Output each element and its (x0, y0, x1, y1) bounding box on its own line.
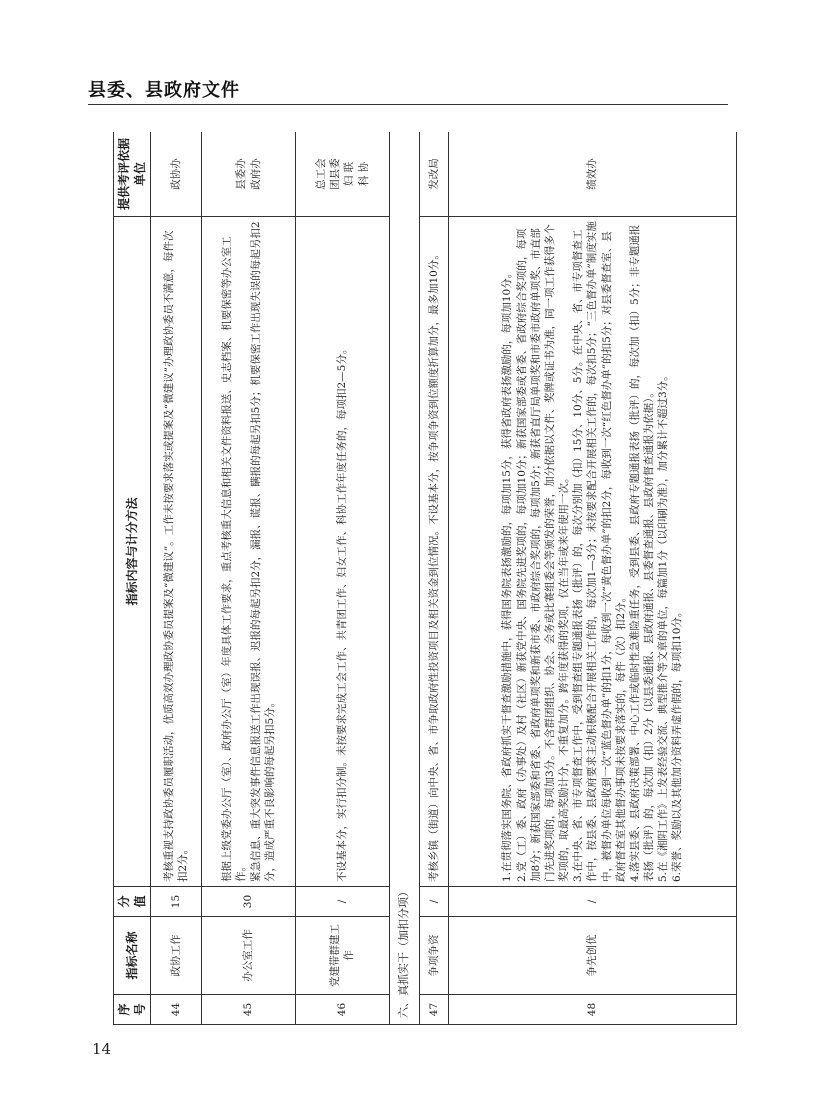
score-value: 15 (151, 887, 202, 917)
method-line: 考核重视支持政协委员履职活动，优质高效办理政协委员提案及“微建议”。工作未按要求落实或提案及“微建议”办理政协委员不满意，每件次扣2分。 (163, 230, 190, 882)
row-number: 48 (449, 995, 737, 1025)
unit-line: 团县委 (329, 158, 342, 190)
scoring-method (295, 217, 389, 887)
row-number: 47 (419, 995, 448, 1025)
unit-line: 科 协 (357, 161, 370, 187)
method-line: 3.在中央、省、市专项督查工作中，受到督查组专题通报表扬（批评）的，每次分别加（扣）15分、10分、5分。在中央、省、市专项督查工作中，按县委、县政府要求主动积极配合开展相关工作的，每次加1—3分；未按要求配合开展相关工作的，每次扣5分；“三色督办单”制度实施中，被督办单位每收到一次“蓝色督办单”的扣1分，每收到一次“黄色督办单”的扣2分，每收到一次“红色督办单”的扣5分；对县委督查室、县政府督查室其他督办事项未按要求落实的，每件（次）扣2分。 (572, 221, 627, 882)
method-line: 5.在《湘阴工作》上发表经验交流、典型推介等文章的单位，每篇加1分（以印刷为准），加分累计不超过3分。 (657, 370, 670, 882)
score-value: / (449, 887, 737, 917)
header-divider (88, 104, 728, 105)
evaluation-unit (151, 132, 202, 217)
header-method: 指标内容与计分方法 (114, 217, 151, 887)
evaluation-unit (202, 132, 296, 217)
scoring-method (151, 217, 202, 887)
score-value: / (295, 887, 389, 917)
unit-line: 县委办 (235, 158, 248, 190)
unit-line: 绩效办 (586, 158, 599, 190)
section-row (389, 132, 419, 1025)
row-number: 44 (151, 995, 202, 1025)
table-body (151, 132, 737, 1025)
scoring-method (419, 217, 448, 887)
indicator-name: 党建带群建工作 (295, 917, 389, 995)
indicator-name: 争项争资 (419, 917, 448, 995)
method-line: 不设基本分，实行扣分制。未按要求完成工会工作、共青团工作、妇女工作、科协工作年度任务的，每项扣2—5分。 (336, 343, 349, 882)
method-line: 考核乡镇（街道）向中央、省、市争取政府性投资项目及相关资金到位情况。不设基本分，按争项争资到位额度折算加分，最多加10分。 (427, 249, 440, 882)
section-title: 六、真抓实干（加扣分项） (389, 132, 419, 1025)
unit-line: 政府办 (249, 158, 262, 190)
score-value: 30 (202, 887, 296, 917)
header-score: 分值 (114, 887, 151, 917)
unit-line: 政协办 (170, 158, 183, 190)
evaluation-unit (449, 132, 737, 217)
header-no: 序号 (114, 995, 151, 1025)
evaluation-table (113, 132, 737, 1025)
table-row (151, 132, 202, 1025)
rotated-table-container (113, 132, 737, 1025)
table-row (295, 132, 389, 1025)
row-number: 46 (295, 995, 389, 1025)
header-name: 指标名称 (114, 917, 151, 995)
method-line: 1.在贯彻落实国务院、省政府抓实干督查激励措施中，获得国务院表扬激励的，每项加15分，获得省政府表扬激励的，每项加10分。 (501, 267, 514, 882)
table-row (419, 132, 448, 1025)
row-number: 45 (202, 995, 296, 1025)
header-unit: 提供考评依据单位 (114, 132, 151, 217)
scoring-method (202, 217, 296, 887)
method-line: 6.荣誉、奖励以及其他加分资料弄虚作假的，每项扣10分。 (671, 606, 684, 882)
method-line: 4.落实县委、县政府决策部署、中心工作或临时性急难险重任务，受到县委、县政府专题通报表扬（批评）的，每次加（扣）5分；非专题通报表扬（批评）的，每次加（扣）2分（以县委通报、县政府通报、县委督查通报、县政府督查通报为依据）。 (628, 224, 656, 882)
method-line: 根据上级党委办公厅（室）、政府办公厅（室）年度具体工作要求，重点考核重大信息和相关文件资料报送、史志档案、机要保密等办公室工作。 (221, 236, 248, 882)
indicator-name: 政协工作 (151, 917, 202, 995)
page-header-title: 县委、县政府文件 (88, 80, 240, 101)
score-value: / (419, 887, 448, 917)
indicator-name: 办公室工作 (202, 917, 296, 995)
evaluation-unit (419, 132, 448, 217)
method-line: 2.党（工）委、政府（办事处）及村（社区）新获党中央、国务院先进奖项的，每项加10分；新获国家部委或省委、省政府综合奖项的，每项加8分；新获国家部委和省委、省政府单项奖和新获市委、市政府综合奖项的，每项加5分；新获省直厅局单项奖和市委市政府单项奖、市直部门先进奖项的，每项加3分。不含群团组织、协会、会务或比赛组委会等颁发的荣誉，加分依据以文件、奖牌或证书为准，同一项工作获得多个奖项的，取最高奖励计分，不重复加分。跨年度获得的奖项，仅在当年或来年使用一次。 (515, 224, 571, 882)
page-number: 14 (92, 1040, 112, 1058)
indicator-name: 争先创优 (449, 917, 737, 995)
table-header-row (114, 132, 151, 1025)
unit-line: 总工会 (314, 158, 327, 190)
rotated-table (113, 132, 737, 1025)
unit-line: 发改局 (427, 158, 440, 190)
unit-line: 妇 联 (343, 161, 356, 187)
scoring-method (449, 217, 737, 887)
method-line: 紧急信息、重大突发事件信息报送工作出现误报、迟报的每起另扣2分，漏报、谎报、瞒报的每起另扣5分；机要保密工作出现失误的每起另扣2分，造成严重不良影响的每起另扣5分。 (249, 221, 276, 882)
evaluation-unit (295, 132, 389, 217)
table-row (449, 132, 737, 1025)
table-row (202, 132, 296, 1025)
